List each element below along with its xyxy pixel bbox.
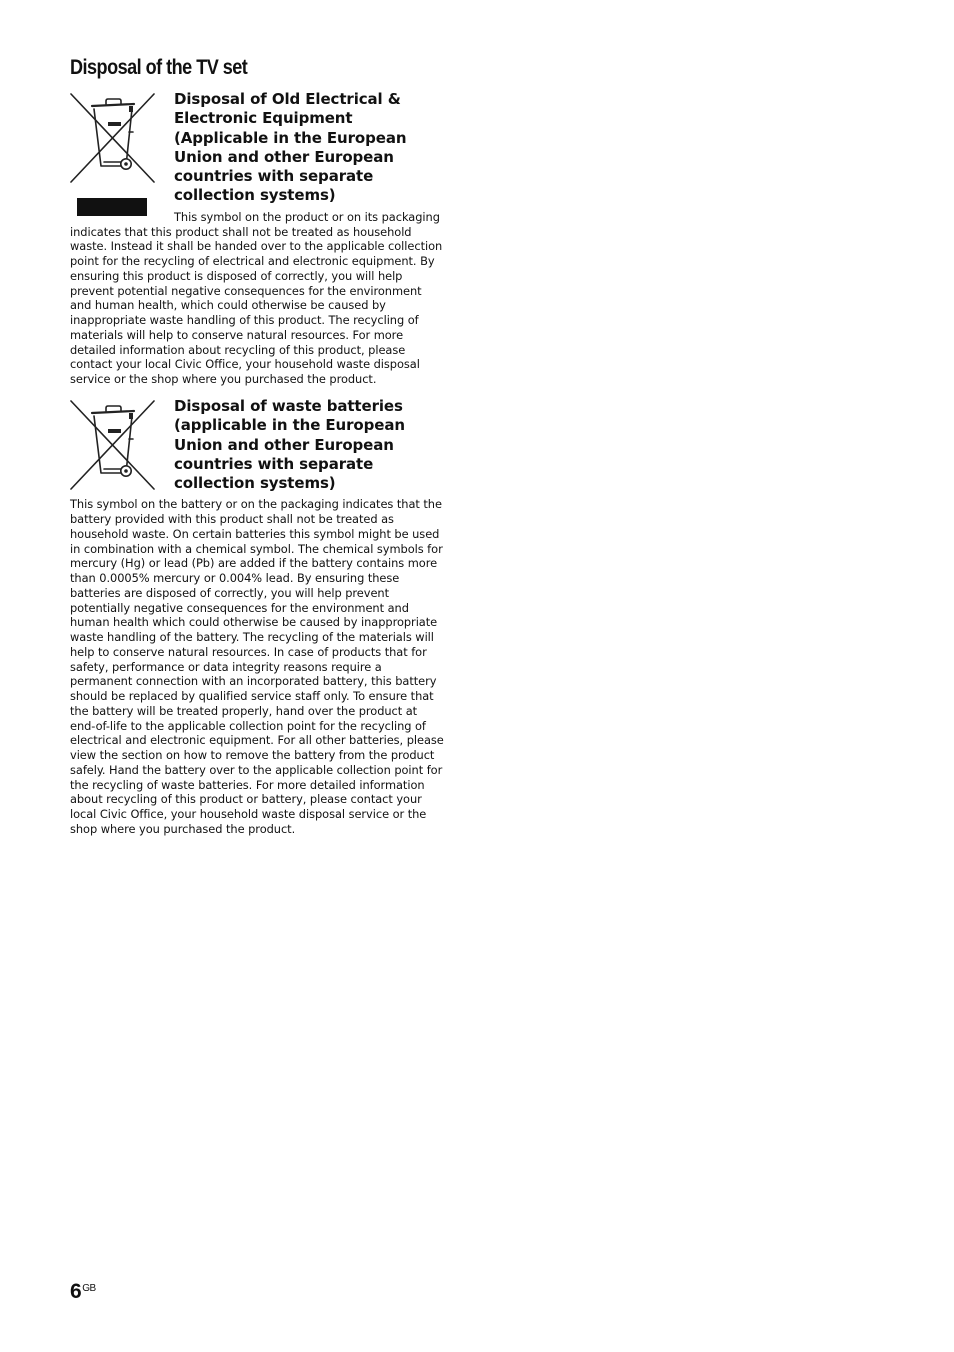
weee-disposal-section xyxy=(70,90,446,387)
crossed-out-wheelie-bin-icon xyxy=(70,399,156,491)
section-body: This symbol on the battery or on the packaging indicates that the battery provided with this product shall not be treated as household waste. On certain batteries this symbol might be used in combination with a chemical symbol. The chemical symbols for mercury (Hg) or lead (Pb) are added if the battery contains more than 0.0005% mercury or 0.004% lead. By ensuring these batteries are disposed of correctly, you will help prevent potentially negative consequences for the environment and human health which could otherwise be caused by inappropriate waste handling of the battery. The recycling of the materials will help to conserve natural resources. In case of products that for safety, performance or data integrity reasons require a permanent connection with an incorporated battery, this battery should be replaced by qualified service staff only. To ensure that the battery will be treated properly, hand over the product at end-of-life to the applicable collection point for the recycling of electrical and electronic equipment. For all other batteries, please view the section on how to remove the battery from the product safely. Hand the battery over to the applicable collection point for the recycling of waste batteries. For more detailed information about recycling of this product or battery, please contact your local Civic Office, your household waste disposal service or the shop where you purchased the product. xyxy=(70,497,444,836)
weee-symbol xyxy=(70,92,162,220)
page-number-suffix: GB xyxy=(82,1283,96,1294)
section-title: Disposal of waste batteries (applicable in the European Union and other European countries with separate collection systems) xyxy=(174,397,405,493)
battery-symbol xyxy=(70,399,162,487)
page-number-value: 6 xyxy=(70,1280,82,1303)
battery-disposal-section xyxy=(70,397,446,837)
page-title: Disposal of the TV set xyxy=(70,56,248,79)
weee-black-bar xyxy=(77,198,147,216)
crossed-out-wheelie-bin-icon xyxy=(70,92,156,184)
section-title: Disposal of Old Electrical & Electronic Equipment (Applicable in the European Union and other European countries with separate collection systems) xyxy=(174,90,407,205)
section-body: This symbol on the product or on its packaging indicates that this product shall not be treated as household waste. Instead it shall be handed over to the applicable collection point for the recycling of electrical and electronic equipment. By ensuring this product is disposed of correctly, you will help prevent potential negative consequences for the environment and human health, which could otherwise be caused by inappropriate waste handling of this product. The recycling of materials will help to conserve natural resources. For more detailed information about recycling of this product, please contact your local Civic Office, your household waste disposal service or the shop where you purchased the product. xyxy=(70,209,443,387)
page-number xyxy=(70,1280,96,1304)
